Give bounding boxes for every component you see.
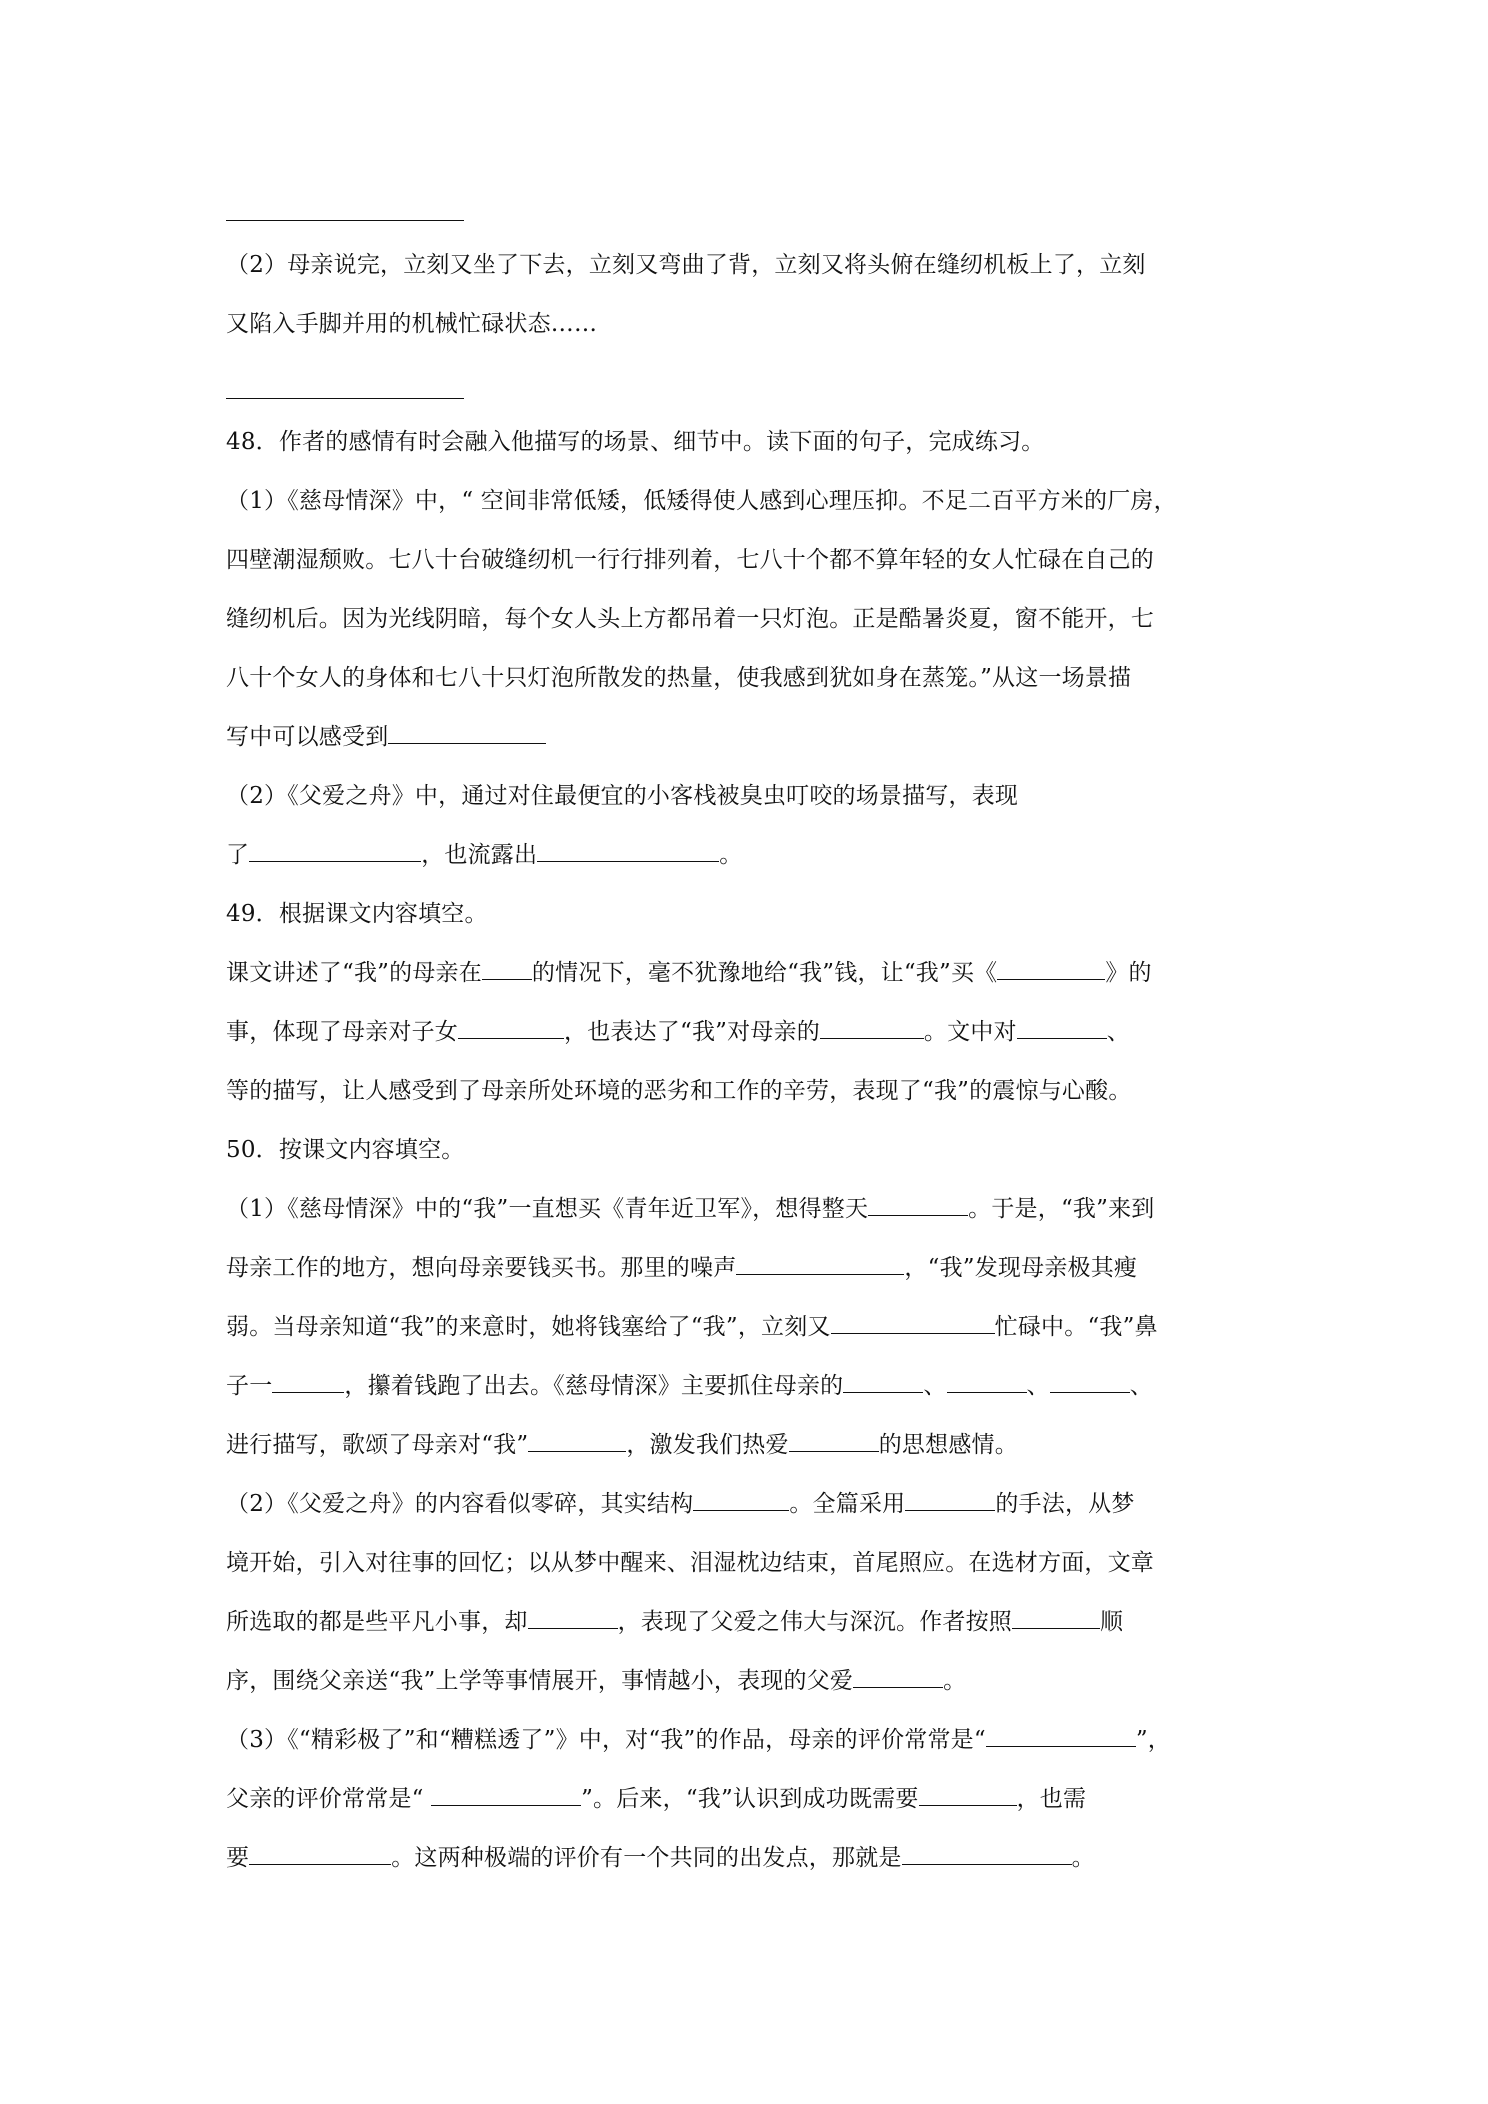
blank[interactable] (853, 1667, 943, 1688)
blank[interactable] (482, 959, 532, 980)
q48-part2-line1: （2）《父爱之舟》中，通过对住最便宜的小客栈被臭虫叮咬的场景描写，表现 (226, 783, 1019, 809)
q47-part2-line1: （2）母亲说完，立刻又坐了下去，立刻又弯曲了背，立刻又将头俯在缝纫机板上了，立刻 (226, 252, 1146, 278)
q49-title: 49．根据课文内容填空。 (226, 901, 488, 927)
blank[interactable] (947, 1372, 1027, 1393)
q50-part1-line3: 弱。当母亲知道“我”的来意时，她将钱塞给了“我”，立刻又 忙碌中。“我”鼻 (226, 1314, 1158, 1340)
q48-part1-line1: （1）《慈母情深》中，“ 空间非常低矮，低矮得使人感到心理压抑。不足二百平方米的厂房， (226, 488, 1177, 514)
q47-part2-line2: 又陷入手脚并用的机械忙碌状态…… (226, 311, 598, 337)
blank[interactable] (919, 1785, 1017, 1806)
q49-line3: 等的描写，让人感受到了母亲所处环境的恶劣和工作的辛劳，表现了“我”的震惊与心酸。 (226, 1078, 1132, 1104)
q49-line1: 课文讲述了“我”的母亲在 的情况下，毫不犹豫地给“我”钱，让“我”买《 》的 (226, 960, 1152, 986)
q48-part1-line2: 四壁潮湿颓败。七八十台破缝纫机一行行排列着，七八十个都不算年轻的女人忙碌在自己的 (226, 547, 1154, 573)
blank[interactable] (868, 1195, 968, 1216)
q48-title: 48．作者的感情有时会融入他描写的场景、细节中。读下面的句子，完成练习。 (226, 429, 1045, 455)
blank[interactable] (831, 1313, 995, 1334)
q50-part2-line1: （2）《父爱之舟》的内容看似零碎，其实结构 。全篇采用 的手法，从梦 (226, 1491, 1135, 1517)
blank[interactable] (1012, 1608, 1100, 1629)
blank[interactable] (528, 1431, 626, 1452)
blank[interactable] (820, 1018, 924, 1039)
blank[interactable] (1050, 1372, 1130, 1393)
q48-part2-line2: 了 ，也流露出 。 (226, 842, 743, 868)
blank[interactable] (388, 723, 546, 744)
blank[interactable] (249, 1844, 391, 1865)
q50-part3-line2: 父亲的评价常常是“ ”。后来，“我”认识到成功既需要 ，也需 (226, 1786, 1087, 1812)
q50-part2-line3: 所选取的都是些平凡小事，却 ，表现了父爱之伟大与深沉。作者按照 顺 (226, 1609, 1124, 1635)
blank[interactable] (458, 1018, 564, 1039)
blank[interactable] (537, 841, 719, 862)
blank[interactable] (1017, 1018, 1107, 1039)
q48-part1-line5: 写中可以感受到 (226, 722, 546, 752)
blank[interactable] (997, 959, 1105, 980)
blank[interactable] (986, 1726, 1136, 1747)
blank[interactable] (843, 1372, 923, 1393)
q50-part1-line1: （1）《慈母情深》中的“我”一直想买《青年近卫军》，想得整天 。于是，“我”来到 (226, 1196, 1155, 1222)
blank[interactable] (789, 1431, 879, 1452)
blank[interactable] (528, 1608, 618, 1629)
q50-part1-line4: 子一 ，攥着钱跑了出去。《慈母情深》主要抓住母亲的 、 、 、 (226, 1373, 1153, 1399)
q50-title: 50．按课文内容填空。 (226, 1137, 465, 1163)
q50-part1-line5: 进行描写，歌颂了母亲对“我” ，激发我们热爱 的思想感情。 (226, 1432, 1018, 1458)
blank[interactable] (905, 1490, 995, 1511)
answer-line[interactable] (226, 220, 464, 221)
q50-part2-line4: 序，围绕父亲送“我”上学等事情展开，事情越小，表现的父爱 。 (226, 1668, 967, 1694)
blank[interactable] (736, 1254, 904, 1275)
q50-part3-line1: （3）《“精彩极了”和“糟糕透了”》中，对“我”的作品，母亲的评价常常是“ ”， (226, 1727, 1172, 1753)
q48-part1-line3: 缝纫机后。因为光线阴暗，每个女人头上方都吊着一只灯泡。正是酷暑炎夏，窗不能开，七 (226, 606, 1154, 632)
blank[interactable] (902, 1844, 1072, 1865)
q50-part1-line2: 母亲工作的地方，想向母亲要钱买书。那里的噪声 ，“我”发现母亲极其瘦 (226, 1255, 1138, 1281)
q48-part1-line4: 八十个女人的身体和七八十只灯泡所散发的热量，使我感到犹如身在蒸笼。”从这一场景描 (226, 665, 1132, 691)
blank[interactable] (249, 841, 421, 862)
q49-line2: 事，体现了母亲对子女 ，也表达了“我”对母亲的 。文中对 、 (226, 1019, 1130, 1045)
answer-line[interactable] (226, 398, 464, 399)
blank[interactable] (693, 1490, 789, 1511)
q50-part2-line2: 境开始，引入对往事的回忆；以从梦中醒来、泪湿枕边结束，首尾照应。在选材方面，文章 (226, 1550, 1154, 1576)
q50-part3-line3: 要 。这两种极端的评价有一个共同的出发点，那就是 。 (226, 1845, 1095, 1871)
blank[interactable] (272, 1372, 344, 1393)
blank[interactable] (431, 1785, 581, 1806)
